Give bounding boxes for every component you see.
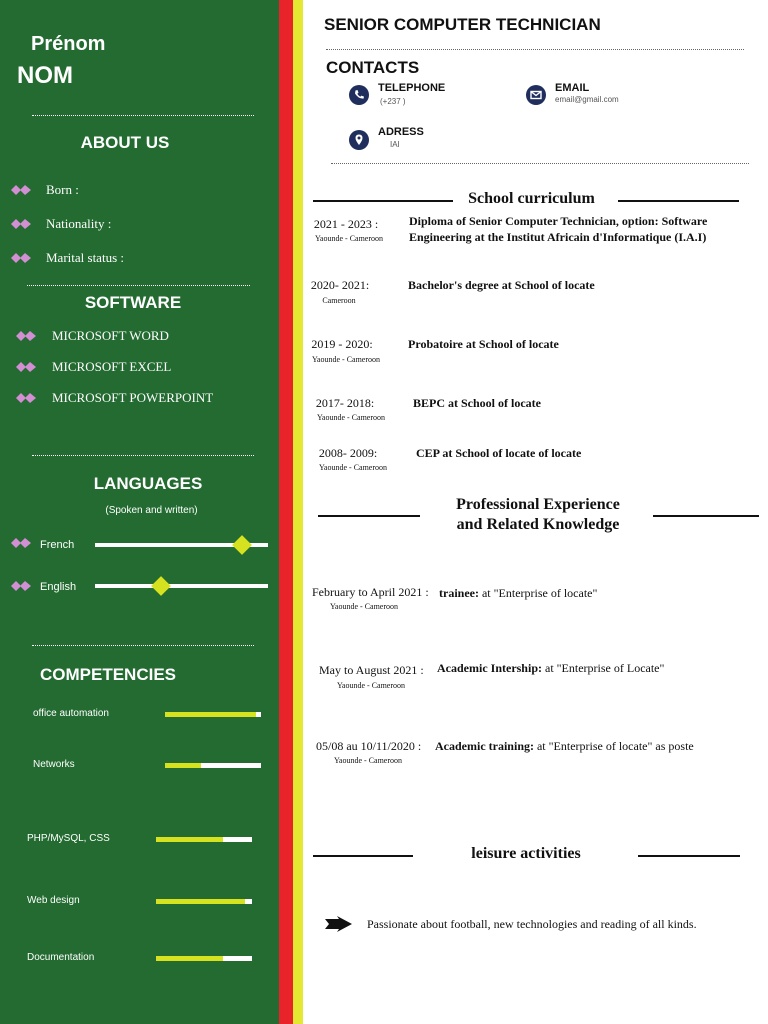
language-level-knob [232, 535, 252, 555]
competency-level-bar [165, 712, 261, 717]
telephone-value: (+237 ) [380, 97, 406, 106]
experience-role: trainee: [439, 586, 479, 600]
address-label: ADRESS [378, 126, 424, 138]
school-location: Cameroon [322, 296, 356, 305]
section-rule [653, 515, 759, 517]
school-date: 2017- 2018: [315, 396, 375, 410]
experience-description [435, 739, 694, 754]
leisure-title: leisure activities [471, 845, 581, 862]
divider [326, 49, 744, 50]
competency-name: Web design [27, 895, 80, 906]
languages-subtitle: (Spoken and written) [105, 505, 198, 516]
diamond-bullet-icon [10, 183, 32, 197]
diamond-bullet-icon [10, 217, 32, 231]
school-title: School curriculum [468, 190, 595, 207]
last-name: NOM [17, 62, 73, 89]
red-stripe [279, 0, 293, 1024]
competency-name: Documentation [27, 952, 95, 963]
section-rule [618, 200, 739, 202]
experience-location: Yaounde - Cameroon [329, 602, 399, 611]
section-rule [638, 855, 740, 857]
experience-role: Academic training: [435, 739, 534, 753]
experience-description [437, 661, 664, 676]
school-description: Bachelor's degree at School of locate [408, 278, 595, 292]
software-item: MICROSOFT WORD [52, 328, 169, 343]
competencies-title: COMPETENCIES [39, 665, 177, 684]
competency-level-bar [156, 899, 252, 904]
arrow-right-icon [325, 916, 353, 932]
language-name: French [40, 539, 75, 551]
competency-level-bar [165, 763, 261, 768]
divider [32, 645, 254, 646]
language-name: English [40, 581, 77, 593]
email-icon [526, 85, 546, 105]
about-title: ABOUT US [80, 133, 170, 152]
phone-icon [349, 85, 369, 105]
competency-level-bar [156, 837, 252, 842]
experience-date: May to August 2021 : [319, 663, 424, 677]
competency-level-fill [165, 763, 201, 768]
email-value[interactable]: email@gmail.com [555, 95, 619, 104]
divider [32, 455, 254, 456]
competency-name: office automation [33, 708, 109, 719]
competency-level-fill [156, 956, 223, 961]
school-description: Diploma of Senior Computer Technician, option: Software Engineering at the Institut Africain d'Informatique (I.A.I) [409, 214, 708, 244]
experience-description [439, 586, 597, 601]
section-rule [313, 855, 413, 857]
location-pin-icon [349, 130, 369, 150]
diamond-bullet-icon [10, 536, 32, 550]
diamond-bullet-icon [15, 329, 37, 343]
first-name: Prénom [31, 33, 106, 55]
competency-level-fill [156, 899, 245, 904]
language-level-bar [95, 584, 268, 588]
email-label: EMAIL [555, 82, 590, 94]
languages-title: LANGUAGES [93, 474, 203, 493]
divider [32, 115, 254, 116]
software-item: MICROSOFT POWERPOINT [52, 390, 214, 405]
experience-title [426, 495, 650, 535]
address-value: IAI [390, 140, 400, 149]
about-item: Born : [46, 182, 79, 197]
section-rule [313, 200, 453, 202]
experience-place: at "Enterprise of locate" as poste [533, 739, 694, 753]
competency-name: Networks [33, 759, 75, 770]
contacts-title: CONTACTS [326, 58, 420, 77]
divider [331, 163, 749, 164]
competency-level-fill [165, 712, 256, 717]
competency-name: PHP/MySQL, CSS [27, 833, 110, 844]
divider [27, 285, 250, 286]
school-description: CEP at School of locate of locate [416, 446, 582, 460]
school-location: Yaounde - Cameroon [314, 234, 384, 243]
competency-level-fill [156, 837, 223, 842]
experience-date: February to April 2021 : [312, 585, 429, 599]
experience-date: 05/08 au 10/11/2020 : [316, 739, 422, 753]
school-description: Probatoire at School of locate [408, 337, 559, 351]
experience-place: at "Enterprise of locate" [478, 586, 598, 600]
section-rule [318, 515, 420, 517]
language-level-knob [151, 576, 171, 596]
diamond-bullet-icon [15, 391, 37, 405]
sidebar [0, 0, 279, 1024]
telephone-label: TELEPHONE [378, 82, 446, 94]
school-location: Yaounde - Cameroon [316, 413, 386, 422]
school-date: 2020- 2021: [310, 278, 370, 292]
diamond-bullet-icon [15, 360, 37, 374]
school-location: Yaounde - Cameroon [311, 355, 381, 364]
school-date: 2021 - 2023 : [313, 217, 379, 231]
school-location: Yaounde - Cameroon [318, 463, 388, 472]
school-date: 2019 - 2020: [311, 337, 373, 351]
diamond-bullet-icon [10, 251, 32, 265]
yellow-stripe [293, 0, 303, 1024]
diamond-bullet-icon [10, 579, 32, 593]
competency-level-bar [156, 956, 252, 961]
software-title: SOFTWARE [84, 293, 182, 312]
language-level-bar [95, 543, 268, 547]
experience-location: Yaounde - Cameroon [333, 756, 403, 765]
job-title: SENIOR COMPUTER TECHNICIAN [324, 15, 601, 34]
experience-role: Academic Intership: [437, 661, 542, 675]
experience-title-line: and Related Knowledge [456, 516, 620, 533]
school-date: 2008- 2009: [318, 446, 378, 460]
about-item: Marital status : [46, 250, 124, 265]
software-item: MICROSOFT EXCEL [52, 359, 172, 374]
experience-location: Yaounde - Cameroon [336, 681, 406, 690]
school-description: BEPC at School of locate [413, 396, 541, 410]
about-item: Nationality : [46, 216, 112, 231]
experience-title-line: Professional Experience [456, 496, 620, 513]
experience-place: at "Enterprise of Locate" [542, 661, 665, 675]
leisure-text: Passionate about football, new technologies and reading of all kinds. [367, 917, 697, 931]
